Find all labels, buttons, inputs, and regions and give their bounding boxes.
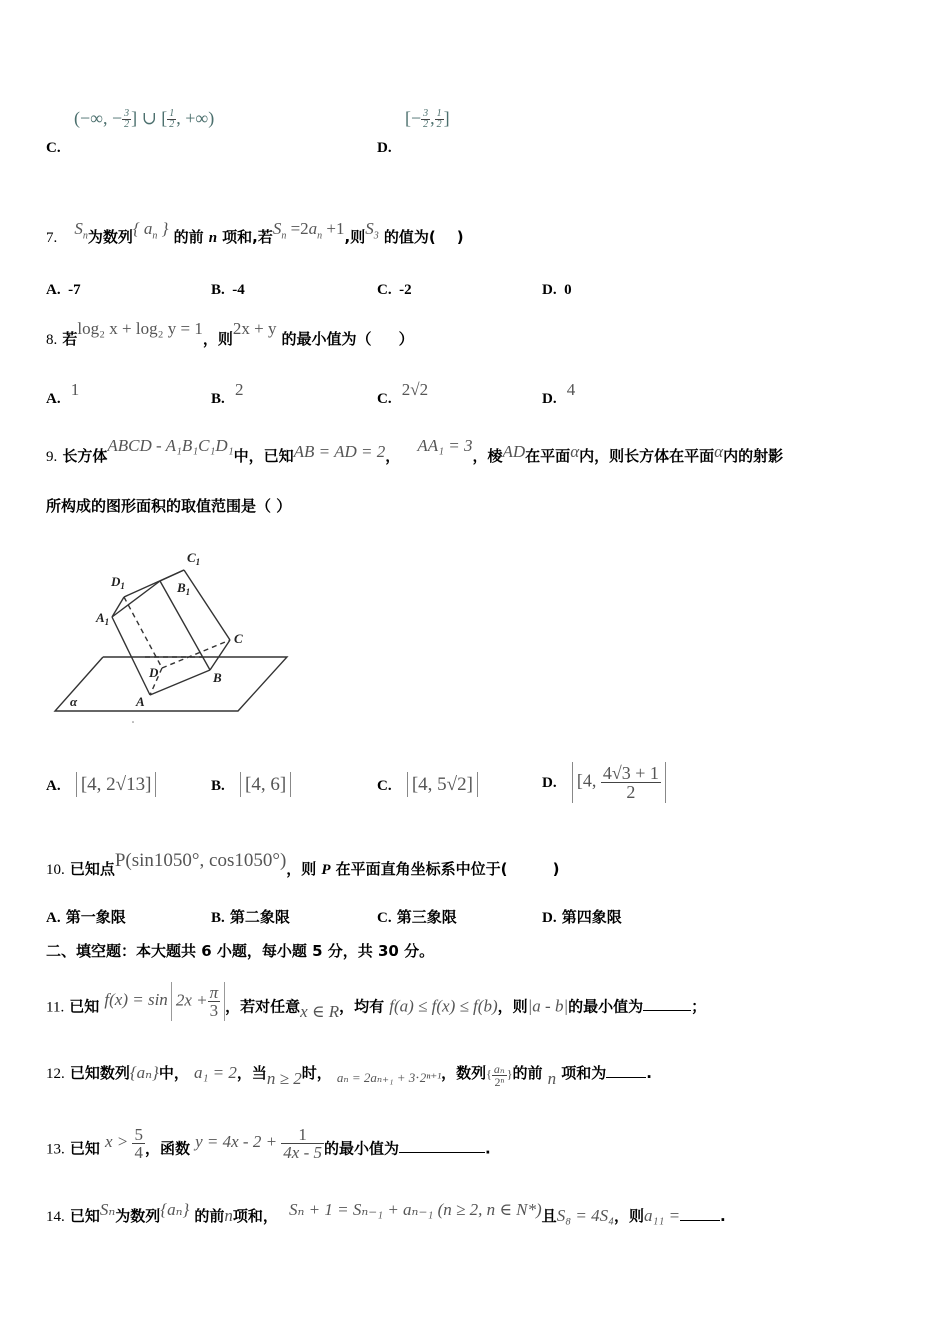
question-13: 13. 已知 x > $\frac{5}{4}$ ，函数 y = 4x - 2 + $\frac{1}{4x - 5}$ 的最小值为 . [46,1125,491,1162]
q7-option-a: A. -7 [46,282,81,298]
q10-option-d: D. 第四象限 [542,908,622,926]
q8-option-d: D. 4 [542,380,576,407]
math-condition-2: AA₁ = 3 [417,436,473,455]
math-edge: AD [502,442,526,461]
label-B: B [213,670,222,685]
q8-option-c: C. 2√2 [377,380,429,407]
math-alpha: α [570,442,580,461]
q9-options [46,762,926,822]
question-number: 7. [46,230,58,246]
question-10: 10. 已知点P(sin1050°, cos1050°)，则 P 在平面直角坐标系中位于( ) [46,850,560,878]
question-8: 8. 若log₂ x + log₂ y = 1，则2x + y 的最小值为（ ） [46,319,414,348]
q7-option-d: D. 0 [542,282,572,298]
math-recurrence: Sₙ + 1 = Sₙ₋₁ + aₙ₋₁ (n ≥ 2, n ∈ N*) [288,1200,542,1219]
q9-option-b: B. [4, 6] [211,774,291,796]
cuboid-figure [50,540,300,730]
q8-option-b: B. 2 [211,380,244,407]
math-condition: x > $\frac{5}{4}$ [104,1125,143,1162]
math-sequence: {aₙ} [129,1063,159,1082]
question-9: 9. 长方体ABCD - A₁B₁C₁D₁中，已知AB = AD = 2， AA₁ = 3，棱AD在平面α内，则长方体在平面α内的射影 [46,436,784,465]
q10-option-a: A. 第一象限 [46,908,126,926]
q8-option-a: A. 1 [46,380,80,407]
option-d-expression: [− $\frac{3}{2}$ , $\frac{1}{2}$ ] [405,108,450,131]
question-number: 12. [46,1066,65,1082]
math-domain: x ∈ R [300,1002,340,1022]
math-target: a₁₁ = [644,1206,681,1225]
answer-blank[interactable] [399,1140,485,1153]
question-number: 9. [46,449,58,465]
label-A: A [136,694,145,709]
math-abs: |a - b| [527,996,569,1016]
answer-blank[interactable] [680,1208,720,1221]
q9-option-c: C. [4, 5√2] [377,774,478,796]
label-D: D [149,665,159,680]
option-label: D. [377,140,392,156]
math-inequality: f(a) ≤ f(x) ≤ f(b) [389,996,498,1016]
option-c-expression: (−∞, − $\frac{3}{2}$ ] ∪ [ $\frac{1}{2}$ , +∞) [74,108,215,131]
math-condition-1: AB = AD = 2 [293,442,386,461]
math-log-condition: log₂ x + log₂ y = 1 [77,319,203,338]
math-solid: ABCD - A₁B₁C₁D₁ [107,436,234,455]
math-condition: $S_n =2a_n +1$ [272,219,345,242]
question-number: 10. [46,862,65,878]
math-function: f(x) = sin 2x + $\frac{\pi}{3}$ [104,990,225,1009]
label-C1: $C_1$ [187,550,201,567]
math-Sn: $S_n$ [74,219,88,242]
question-9-line-2: 所构成的图形面积的取值范围是（ ） [46,497,292,515]
q10-option-b: B. 第二象限 [211,908,290,926]
math-seq-an: { $a_n$ } [132,219,169,242]
math-n-condition: n ≥ 2 [266,1069,302,1088]
question-12: 12. 已知数列{aₙ}中， a₁ = 2，当n ≥ 2时， $_{a_n = 2a_{n+1} + 3\cdot 2^{n+1}}$，数列{ $\frac{\text{aₙ}}{\text{2ⁿ}}$ }的前 n 项和为 . [46,1061,652,1089]
cuboid-projection-diagram [50,540,300,730]
answer-blank[interactable] [643,998,691,1011]
label-alpha: α [70,694,78,709]
question-number: 13. [46,1141,65,1158]
label-A1: $A_1$ [96,610,110,627]
math-sequence-ratio: { $\frac{\text{aₙ}}{\text{2ⁿ}}$ } [486,1061,513,1089]
math-function: y = 4x - 2 + $\frac{1}{4x - 5}$ [195,1125,323,1162]
math-Sn: Sₙ [99,1200,116,1219]
math-a1: a₁ = 2 [193,1063,237,1082]
math-expression: 2x + y [232,319,277,338]
math-sequence: {aₙ} [160,1200,190,1219]
q6-option-d [377,108,577,160]
question-number: 14. [46,1209,65,1225]
question-number: 8. [46,332,58,348]
label-C: C [234,631,243,646]
math-S3: $S_3$ [365,219,379,242]
option-label: C. [46,140,61,156]
question-number: 11. [46,999,65,1016]
math-recurrence: aₙ = 2aₙ₊₁ + 3⋅2ⁿ⁺¹ [336,1070,442,1085]
question-14: 14. 已知Sₙ为数列{aₙ} 的前n项和， Sₙ + 1 = Sₙ₋₁ + aₙ₋₁ (n ≥ 2, n ∈ N*)且S₈ = 4S₄，则a₁₁ = . [46,1200,726,1225]
q9-option-d: D. [4, $\frac{4√3 + 1}{2}$ [542,762,666,803]
q6-option-c [46,108,366,160]
question-7: 7. $S_n$为数列{ $a_n$ } 的前 n 项和,若$S_n =2a_n +1$,则$S_3$ 的值为( ) [46,219,464,246]
question-11: 11. 已知 f(x) = sin 2x + $\frac{\pi}{3}$ ，若对任意x ∈ R，均有 f(a) ≤ f(x) ≤ f(b)，则|a - b|的最小值为 ； [46,983,707,1022]
q10-option-c: C. 第三象限 [377,908,457,926]
label-B1: $B_1$ [177,580,191,597]
q9-option-a: A. [4, 2√13] [46,774,156,796]
q7-option-b: B. -4 [211,282,245,298]
math-alpha: α [714,442,724,461]
math-condition: S₈ = 4S₄ [556,1206,614,1225]
label-D1: $D_1$ [111,574,125,591]
answer-blank[interactable] [606,1065,646,1078]
math-point: P(sin1050°, cos1050°) [114,850,287,871]
section-heading-fill-in: 二、填空题：本大题共 6 小题，每小题 5 分，共 30 分。 [46,942,435,960]
q7-option-c: C. -2 [377,282,412,298]
